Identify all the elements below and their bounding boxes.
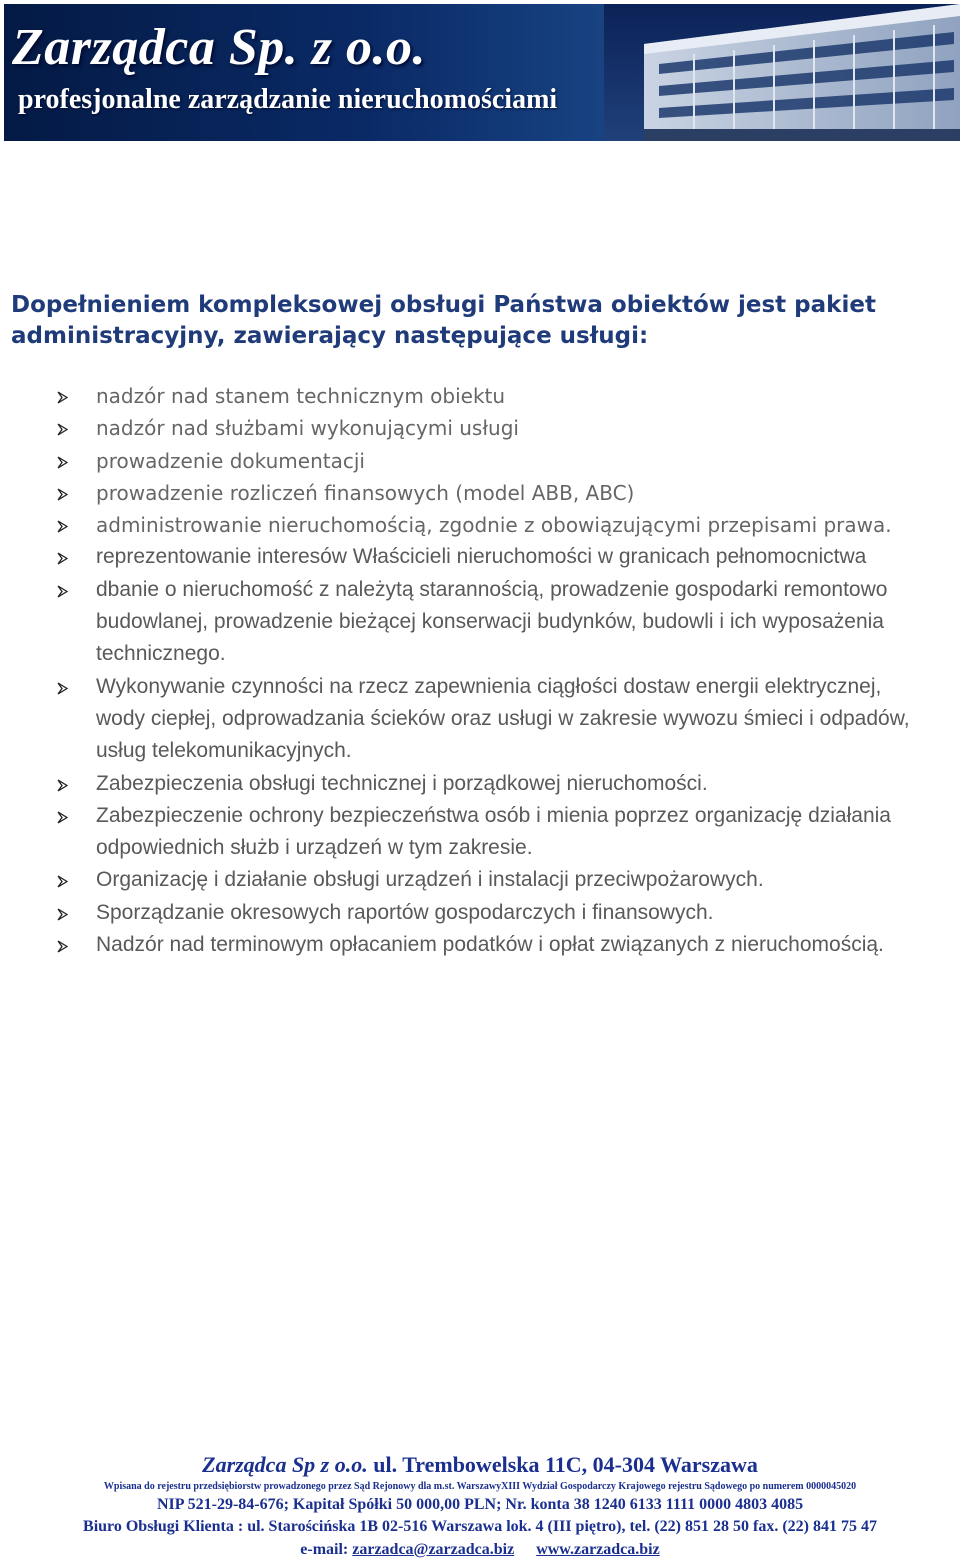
footer-email-label: e-mail:	[300, 1541, 349, 1558]
list-item	[57, 541, 917, 573]
list-item-text: prowadzenie dokumentacji	[96, 448, 365, 473]
footer-email-link[interactable]: zarzadca@zarzadca.biz	[352, 1541, 515, 1558]
arrow-bullet-icon	[57, 520, 68, 533]
banner-subtitle: profesjonalne zarządzanie nieruchomościami	[18, 84, 558, 115]
list-item-text: dbanie o nieruchomość z należytą starannością, prowadzenie gospodarki remontowo budowlanej, prowadzenie bieżącej konserwacji budynków, budowli i ich wyposażenia technicznego.	[96, 577, 888, 666]
header-banner	[4, 4, 960, 141]
footer-registry: Wpisana do rejestru przedsiębiorstw prowadzonego przez Sąd Rejonowy dla m.st. WarszawyXIII Wydział Gospodarczy Krajowego rejestru Sądowego po numerem 0000045020	[103, 1481, 857, 1492]
list-item	[57, 412, 917, 444]
arrow-bullet-icon	[57, 875, 68, 888]
list-item-text: Organizację i działanie obsługi urządzeń i instalacji przeciwpożarowych.	[96, 868, 764, 892]
banner-title: Zarządca Sp. z o.o.	[12, 19, 426, 76]
arrow-bullet-icon	[57, 940, 68, 953]
list-item	[57, 671, 917, 768]
list-item	[57, 800, 917, 865]
arrow-bullet-icon	[57, 456, 68, 469]
footer-office: Biuro Obsługi Klienta : ul. Starościńska 1B 02-516 Warszawa lok. 4 (III piętro), tel. (22) 851 28 50 fax. (22) 841 75 47	[83, 1518, 877, 1535]
list-item-text: nadzór nad stanem technicznym obiektu	[96, 384, 506, 408]
arrow-bullet-icon	[57, 908, 68, 921]
list-item	[57, 864, 917, 896]
list-item-text: Nadzór nad terminowym opłacaniem podatków i opłat związanych z nieruchomością.	[96, 933, 884, 957]
arrow-bullet-icon	[57, 811, 68, 824]
list-item	[57, 445, 917, 477]
list-item-text: Zabezpieczenia obsługi technicznej i porządkowej nieruchomości.	[96, 771, 708, 795]
list-item-text: Zabezpieczenie ochrony bezpieczeństwa osób i mienia poprzez organizację działania odpowiednich służb i urządzeń w tym zakresie.	[96, 803, 891, 860]
arrow-bullet-icon	[57, 585, 68, 598]
list-item	[57, 768, 917, 800]
list-item-text: Sporządzanie okresowych raportów gospodarczych i finansowych.	[96, 900, 714, 924]
list-item	[57, 380, 917, 412]
footer	[0, 1450, 960, 1562]
list-item	[57, 897, 917, 929]
arrow-bullet-icon	[57, 488, 68, 501]
footer-website-link[interactable]: www.zarzadca.biz	[536, 1541, 660, 1558]
footer-company-line	[0, 1450, 960, 1480]
list-item-text: prowadzenie rozliczeń finansowych (model ABB, ABC)	[96, 480, 635, 505]
arrow-bullet-icon	[57, 391, 68, 404]
arrow-bullet-icon	[57, 423, 68, 436]
footer-address: ul. Trembowelska 11C, 04-304 Warszawa	[373, 1452, 758, 1477]
list-item	[57, 929, 917, 961]
list-item	[57, 574, 917, 671]
arrow-bullet-icon	[57, 779, 68, 792]
list-item-text: Wykonywanie czynności na rzecz zapewnienia ciągłości dostaw energii elektrycznej, wody ciepłej, odprowadzania ścieków oraz usługi w zakresie wywozu śmieci i odpadów, usług telekomunikacyjnych.	[96, 674, 910, 763]
footer-company: Zarządca Sp z o.o.	[202, 1452, 368, 1477]
arrow-bullet-icon	[57, 552, 68, 565]
footer-nip: NIP 521-29-84-676; Kapitał Spółki 50 000,00 PLN; Nr. konta 38 1240 6133 1111 0000 4803 4085	[156, 1496, 804, 1513]
list-item	[57, 509, 917, 541]
section-heading: Dopełnieniem kompleksowej obsługi Państwa obiektów jest pakiet administracyjny, zawierający następujące usługi:	[11, 292, 876, 349]
list-item-text: administrowanie nieruchomością, zgodnie z obowiązującymi przepisami prawa.	[96, 513, 892, 538]
arrow-bullet-icon	[57, 682, 68, 695]
list-item	[57, 477, 917, 509]
list-item-text: nadzór nad służbami wykonującymi usługi	[96, 416, 519, 441]
services-list	[57, 380, 917, 961]
footer-contact	[0, 1538, 960, 1562]
list-item-text: reprezentowanie interesów Właścicieli nieruchomości w granicach pełnomocnictwa	[96, 545, 867, 569]
